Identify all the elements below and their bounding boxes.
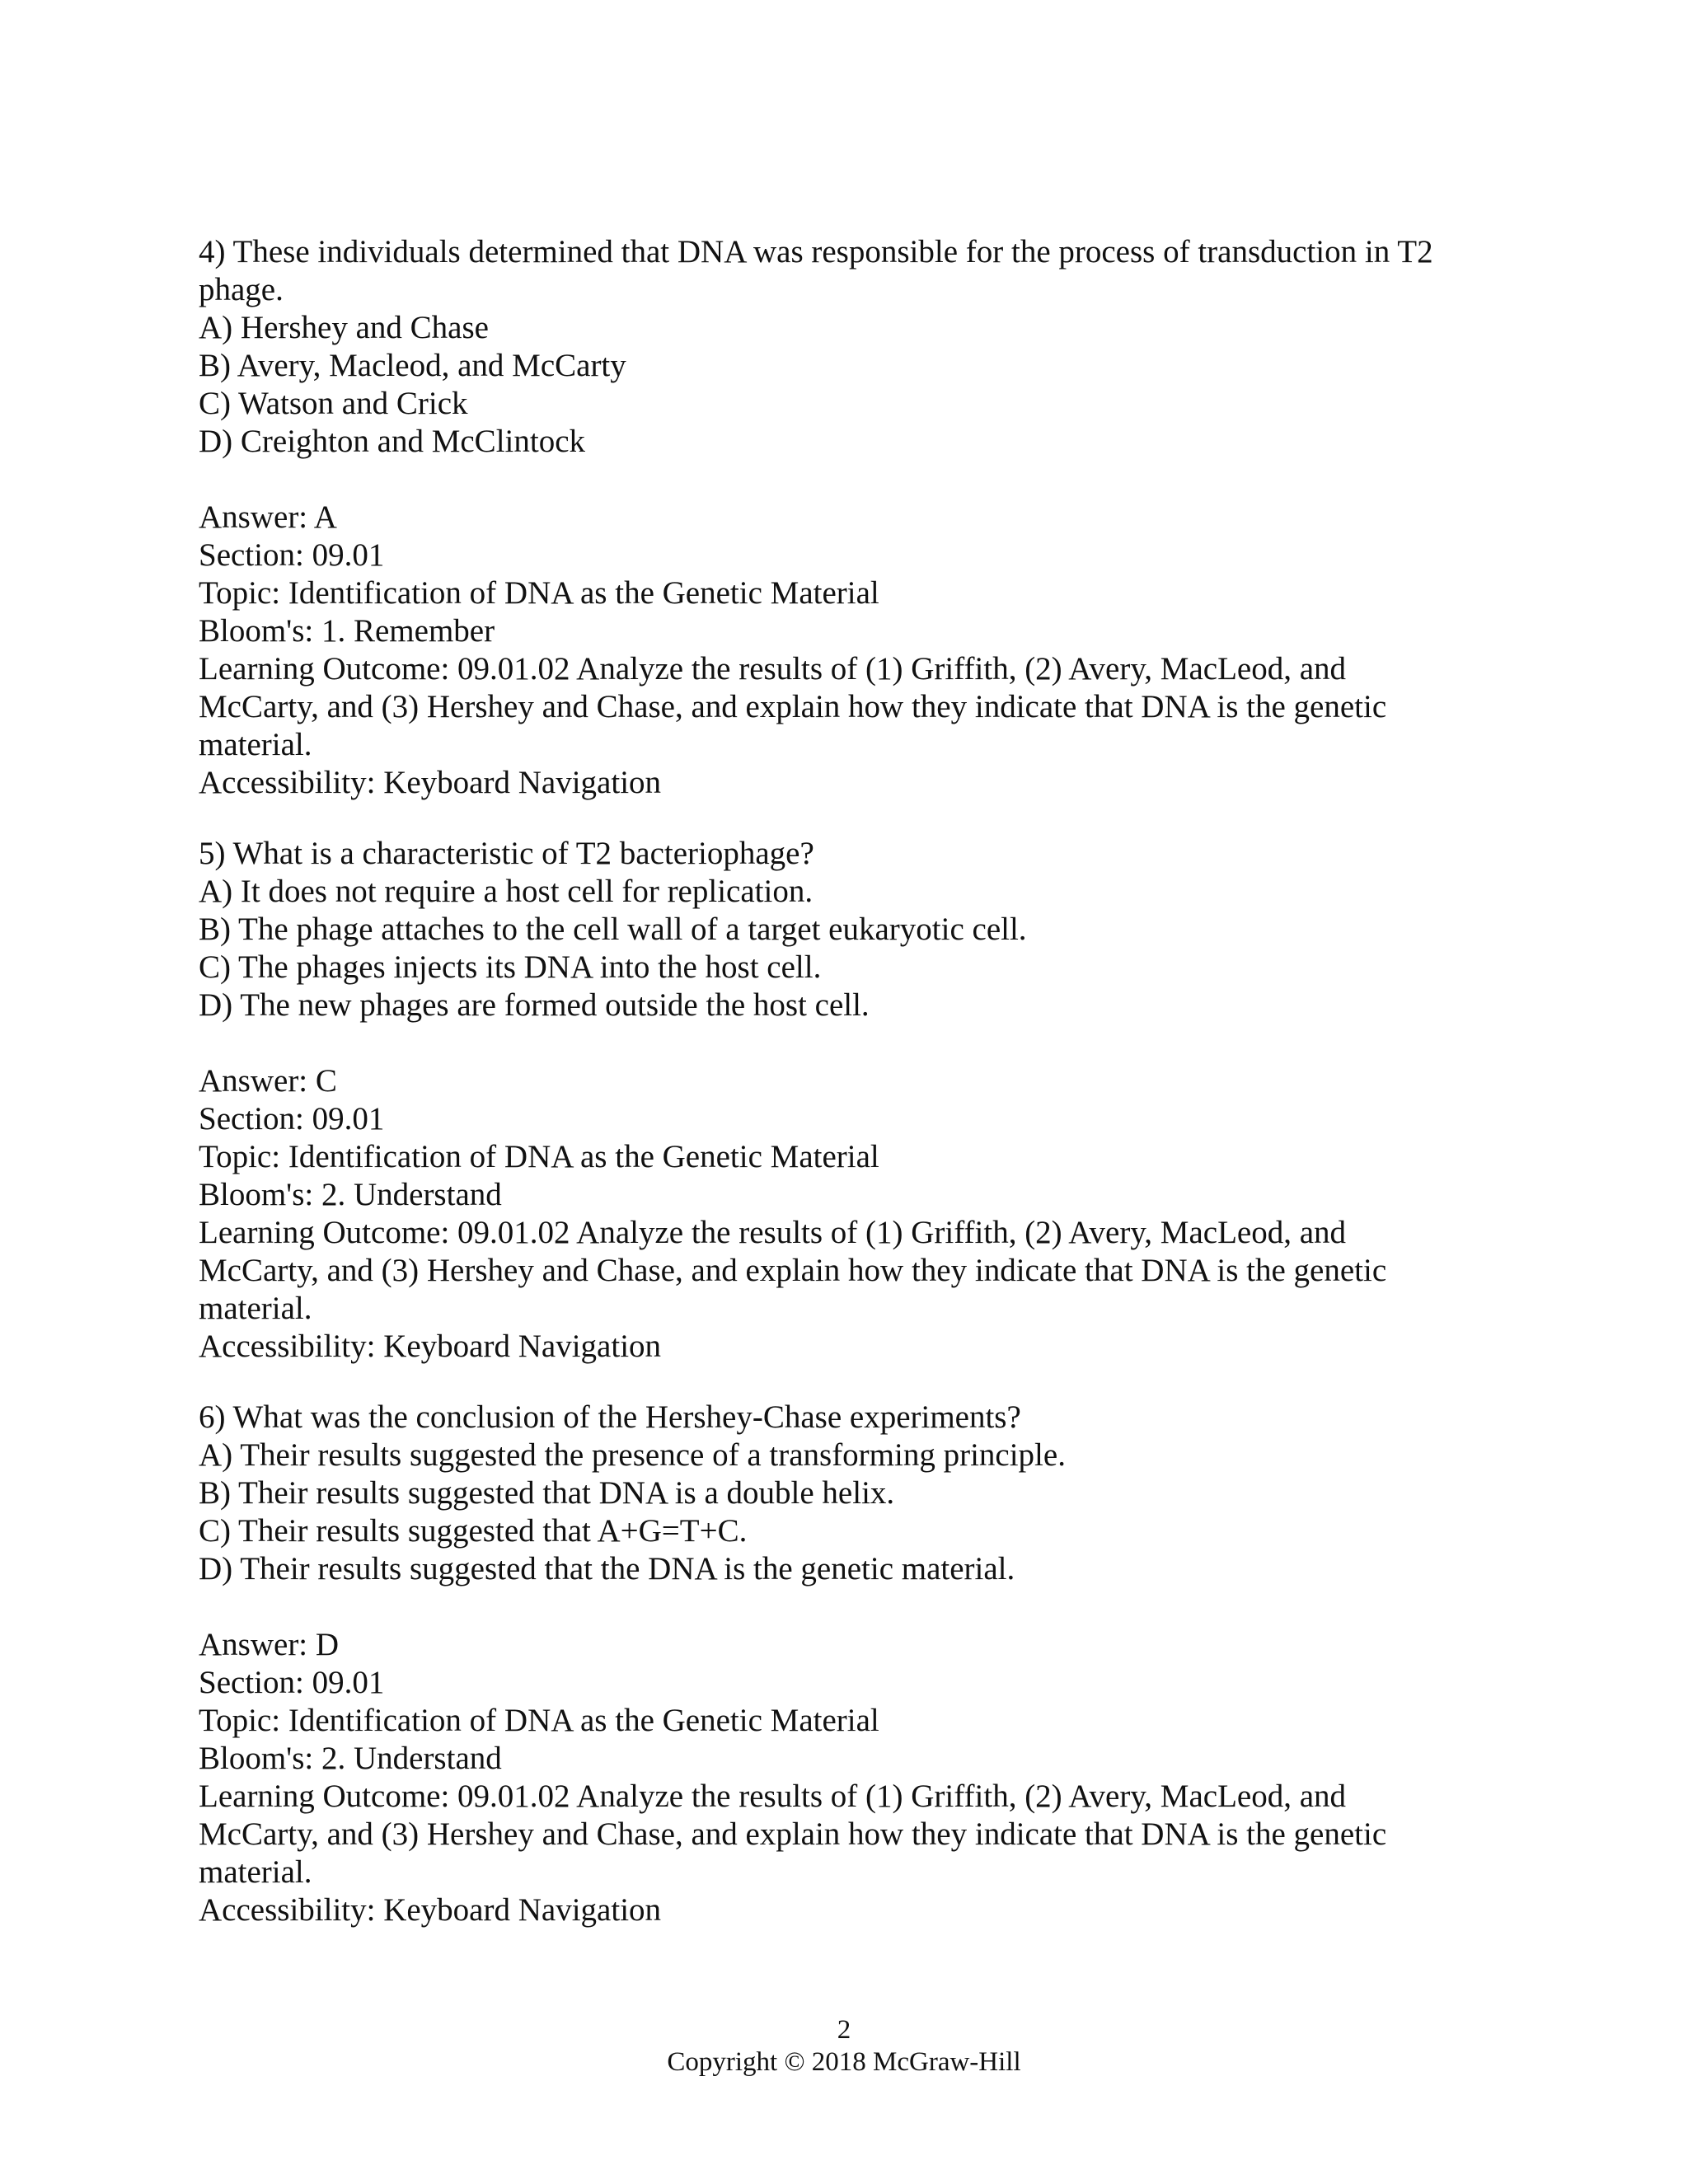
section-label: Section: 09.01 [199,1101,385,1137]
answer-option: B) The phage attaches to the cell wall of a target eukaryotic cell. [199,912,1027,947]
blooms-label: Bloom's: 2. Understand [199,1741,502,1776]
blooms-label: Bloom's: 1. Remember [199,613,495,649]
page-number: 2 [837,2015,851,2045]
blooms-label: Bloom's: 2. Understand [199,1177,502,1212]
question-stem: 4) These individuals determined that DNA was responsible for the process of transduction in T2 phage. [199,234,1433,307]
answer-key: Answer: A [199,499,337,535]
answer-option: D) Their results suggested that the DNA is the genetic material. [199,1551,1015,1586]
answer-option: C) The phages injects its DNA into the host cell. [199,949,822,985]
section-label: Section: 09.01 [199,1665,385,1700]
topic-label: Topic: Identification of DNA as the Genetic Material [199,1703,879,1738]
accessibility-label: Accessibility: Keyboard Navigation [199,1329,662,1364]
answer-option: D) Creighton and McClintock [199,424,586,459]
question-block [199,1399,1484,1929]
accessibility-label: Accessibility: Keyboard Navigation [199,1892,662,1928]
answer-option: C) Watson and Crick [199,386,468,421]
question-list [199,233,1484,1929]
answer-option: B) Their results suggested that DNA is a double helix. [199,1475,895,1511]
learning-outcome: Learning Outcome: 09.01.02 Analyze the results of (1) Griffith, (2) Avery, MacLeod, and McCarty, and (3) Hershey and Chase, and explain how they indicate that DNA is the genetic material. [199,651,1387,762]
question-stem: 6) What was the conclusion of the Hershey-Chase experiments? [199,1399,1021,1435]
question-block [199,835,1484,1366]
answer-key: Answer: D [199,1627,340,1662]
answer-option: A) Hershey and Chase [199,310,489,345]
topic-label: Topic: Identification of DNA as the Genetic Material [199,575,879,611]
answer-option: C) Their results suggested that A+G=T+C. [199,1513,748,1549]
answer-option: A) It does not require a host cell for replication. [199,874,814,909]
copyright-notice: Copyright © 2018 McGraw-Hill [667,2047,1021,2077]
learning-outcome: Learning Outcome: 09.01.02 Analyze the results of (1) Griffith, (2) Avery, MacLeod, and McCarty, and (3) Hershey and Chase, and explain how they indicate that DNA is the genetic material. [199,1779,1387,1890]
question-stem: 5) What is a characteristic of T2 bacteriophage? [199,836,814,871]
answer-option: B) Avery, Macleod, and McCarty [199,348,626,383]
learning-outcome: Learning Outcome: 09.01.02 Analyze the results of (1) Griffith, (2) Avery, MacLeod, and McCarty, and (3) Hershey and Chase, and explain how they indicate that DNA is the genetic material. [199,1215,1387,1326]
answer-option: A) Their results suggested the presence of a transforming principle. [199,1437,1066,1473]
topic-label: Topic: Identification of DNA as the Genetic Material [199,1139,879,1174]
answer-key: Answer: C [199,1063,337,1099]
accessibility-label: Accessibility: Keyboard Navigation [199,765,662,800]
question-block [199,233,1484,802]
answer-option: D) The new phages are formed outside the host cell. [199,987,870,1023]
section-label: Section: 09.01 [199,537,385,573]
